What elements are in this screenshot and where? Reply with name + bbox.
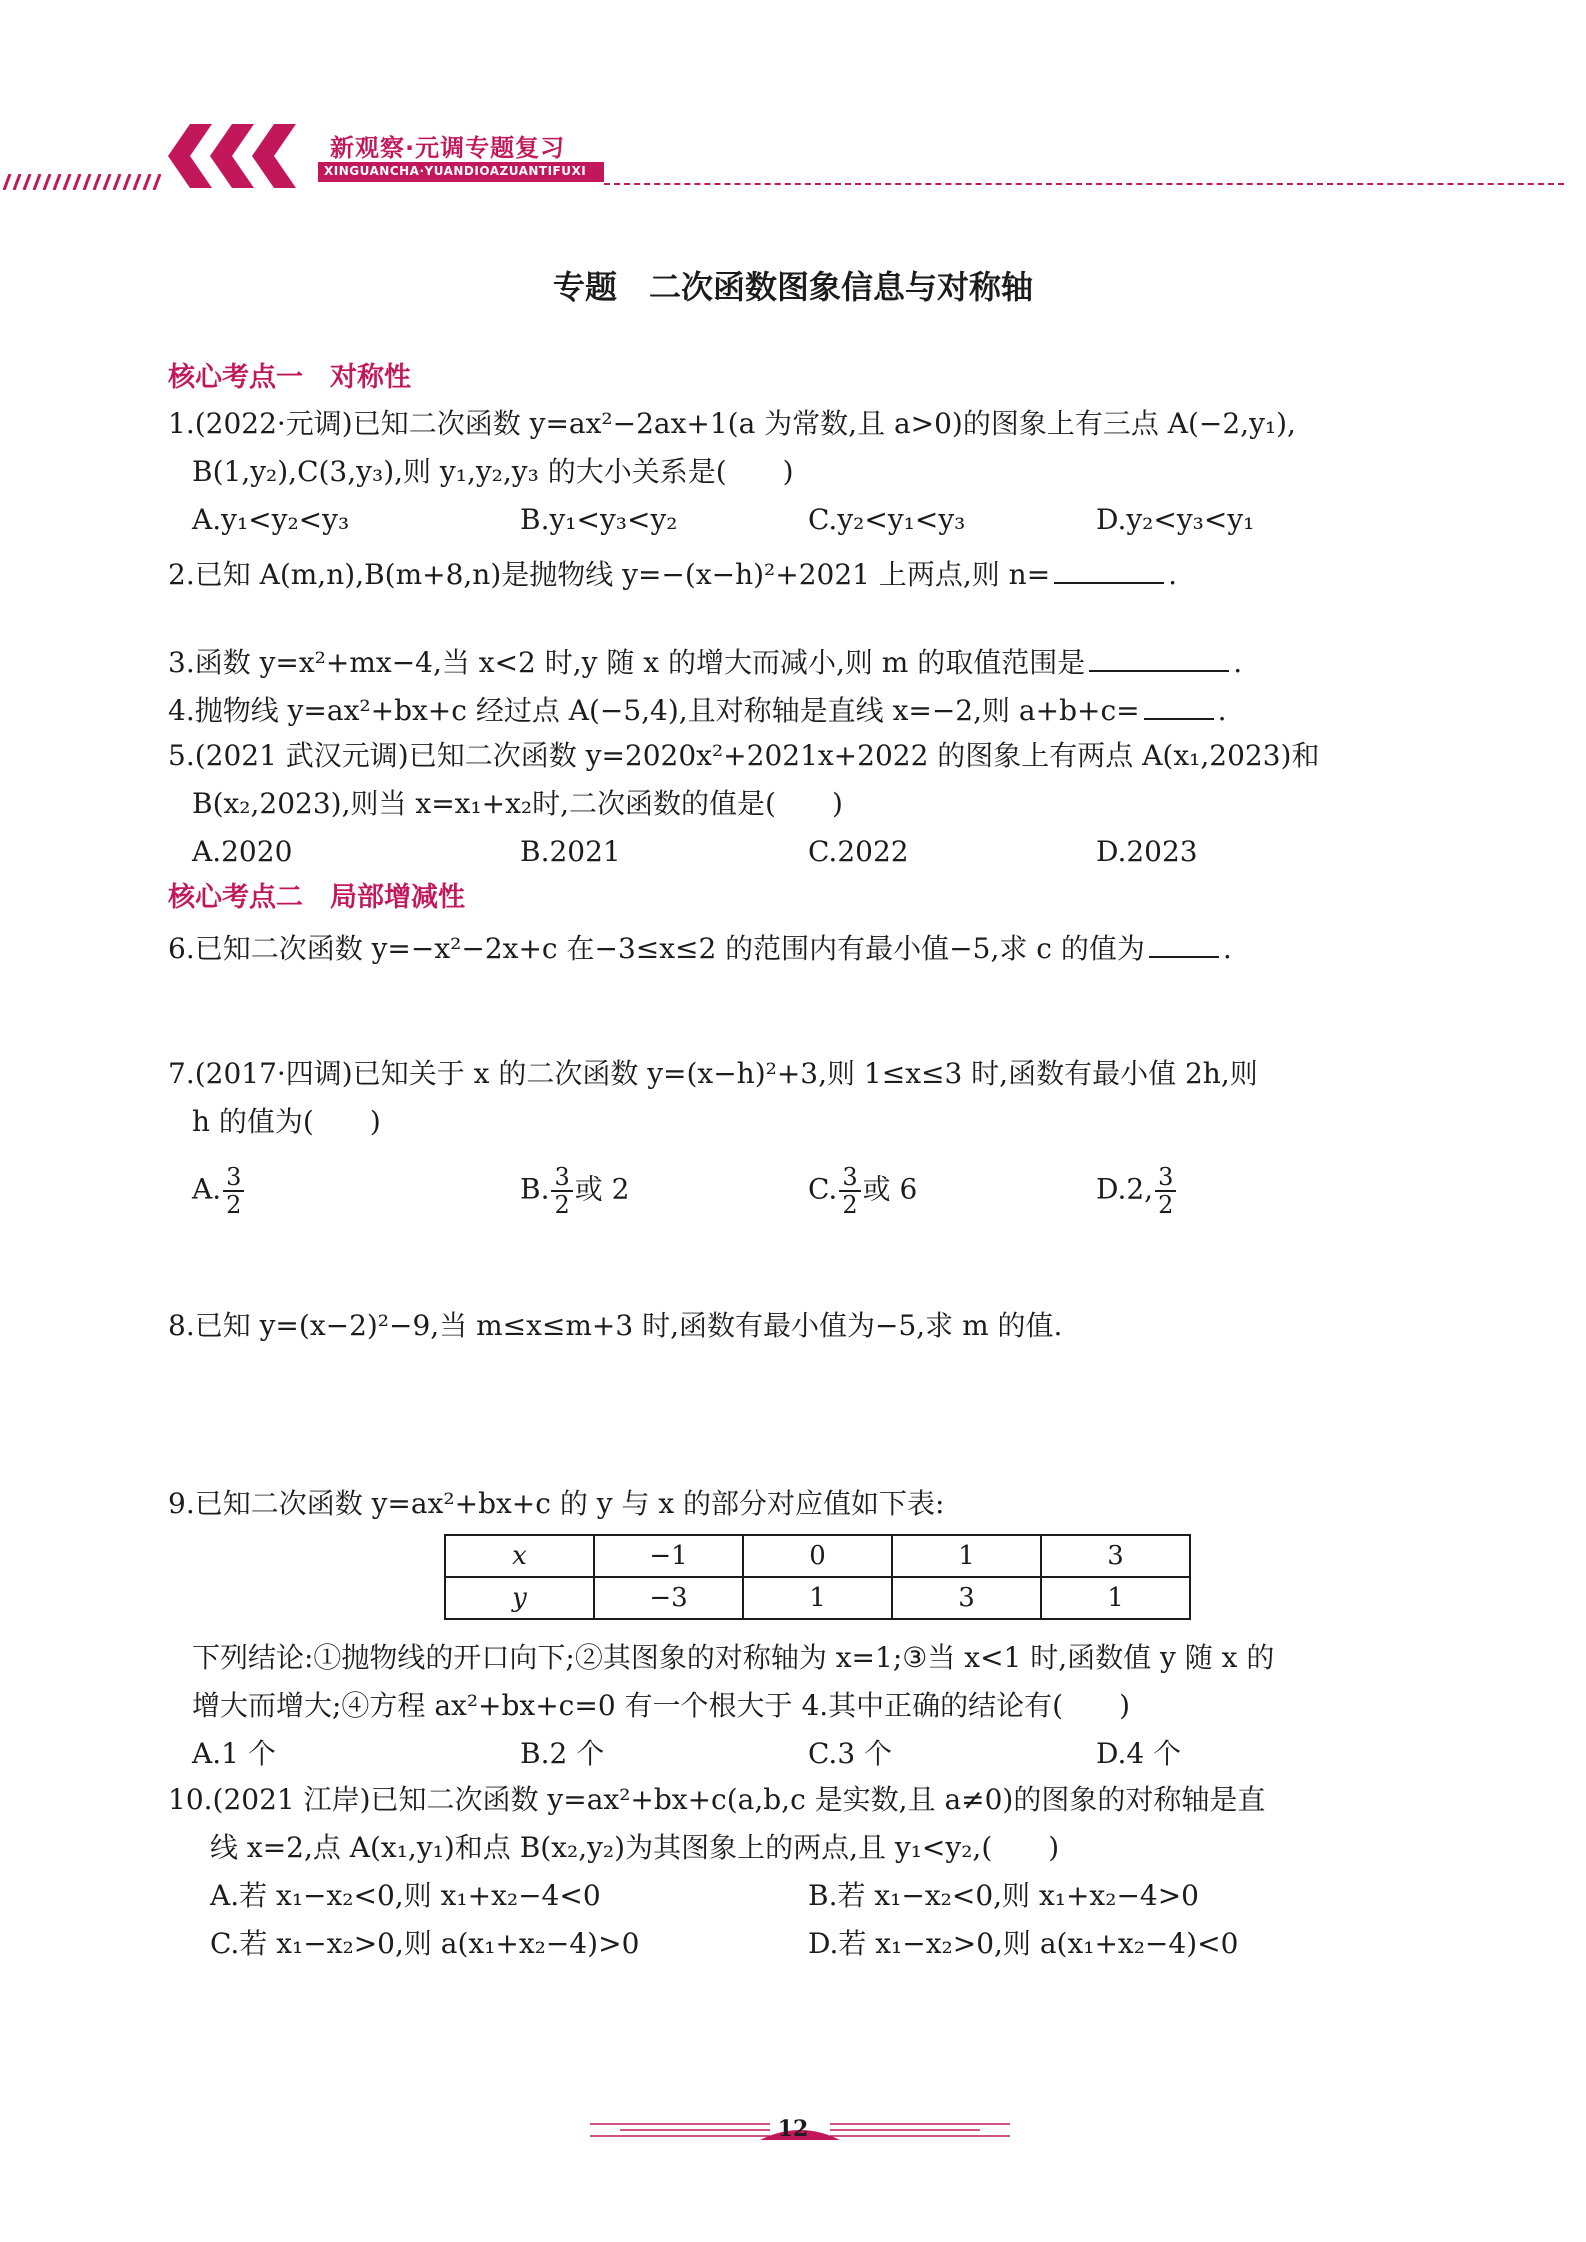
question-5-line-2: B(x₂,2023),则当 x=x₁+x₂时,二次函数的值是( ) xyxy=(192,787,843,820)
fraction xyxy=(1155,1164,1176,1218)
header-subtitle: XINGUANCHA·YUANDIOAZUANTIFUXI xyxy=(324,164,587,178)
fraction-numerator: 3 xyxy=(551,1164,572,1192)
question-1-option-b: B.y₁<y₃<y₂ xyxy=(520,503,678,536)
option-label: C. xyxy=(808,1172,838,1206)
question-9-option-b: B.2 个 xyxy=(520,1737,605,1770)
fraction-numerator: 3 xyxy=(223,1164,244,1192)
option-label: D.2, xyxy=(1096,1172,1154,1206)
question-1-option-c: C.y₂<y₁<y₃ xyxy=(808,503,966,536)
question-9-line-2: 下列结论:①抛物线的开口向下;②其图象的对称轴为 x=1;③当 x<1 时,函数值 y 随 x 的 xyxy=(192,1641,1275,1674)
fraction xyxy=(839,1164,860,1218)
answer-blank[interactable] xyxy=(1149,926,1219,958)
question-1-line-2: B(1,y₂),C(3,y₃),则 y₁,y₂,y₃ 的大小关系是( ) xyxy=(192,455,794,488)
table-cell: x xyxy=(445,1535,594,1577)
page-title: 专题 二次函数图象信息与对称轴 xyxy=(552,268,1033,306)
question-5-option-d: D.2023 xyxy=(1096,835,1198,868)
question-2-text: 2.已知 A(m,n),B(m+8,n)是抛物线 y=−(x−h)²+2021 上两点,则 n= xyxy=(168,558,1051,591)
question-5-option-a: A.2020 xyxy=(192,835,293,868)
question-8: 8.已知 y=(x−2)²−9,当 m≤x≤m+3 时,函数有最小值为−5,求 m 的值. xyxy=(168,1309,1063,1342)
question-10-option-a: A.若 x₁−x₂<0,则 x₁+x₂−4<0 xyxy=(210,1879,601,1912)
question-6-text: 6.已知二次函数 y=−x²−2x+c 在−3≤x≤2 的范围内有最小值−5,求 c 的值为 xyxy=(168,932,1145,965)
question-4-end: . xyxy=(1217,694,1227,727)
question-7-line-1: 7.(2017·四调)已知关于 x 的二次函数 y=(x−h)²+3,则 1≤x≤3 时,函数有最小值 2h,则 xyxy=(168,1057,1258,1090)
fraction-denominator: 2 xyxy=(554,1191,570,1219)
table-cell: 1 xyxy=(1041,1577,1190,1619)
question-1-line-1: 1.(2022·元调)已知二次函数 y=ax²−2ax+1(a 为常数,且 a>0)的图象上有三点 A(−2,y₁), xyxy=(168,407,1296,440)
table-cell: 3 xyxy=(892,1577,1041,1619)
fraction-numerator: 3 xyxy=(839,1164,860,1192)
question-9-option-a: A.1 个 xyxy=(192,1737,276,1770)
question-9-option-d: D.4 个 xyxy=(1096,1737,1182,1770)
fraction xyxy=(551,1164,572,1218)
section-heading-1: 核心考点一 对称性 xyxy=(168,362,411,393)
table-cell: 1 xyxy=(743,1577,892,1619)
table-cell: 0 xyxy=(743,1535,892,1577)
question-7-option-a xyxy=(192,1164,246,1218)
answer-blank[interactable] xyxy=(1144,688,1214,720)
question-10-line-1: 10.(2021 江岸)已知二次函数 y=ax²+bx+c(a,b,c 是实数,且 a≠0)的图象的对称轴是直 xyxy=(168,1783,1266,1816)
question-1-option-d: D.y₂<y₃<y₁ xyxy=(1096,503,1255,536)
question-9-option-c: C.3 个 xyxy=(808,1737,893,1770)
question-6 xyxy=(168,926,1232,969)
question-3 xyxy=(168,640,1242,683)
table-cell: −1 xyxy=(594,1535,743,1577)
question-9-line-3: 增大而增大;④方程 ax²+bx+c=0 有一个根大于 4.其中正确的结论有( ) xyxy=(192,1689,1131,1722)
question-10-option-d: D.若 x₁−x₂>0,则 a(x₁+x₂−4)<0 xyxy=(808,1927,1239,1960)
table-cell: 3 xyxy=(1041,1535,1190,1577)
header-chevron-icon xyxy=(160,124,310,188)
fraction-denominator: 2 xyxy=(842,1191,858,1219)
question-2 xyxy=(168,552,1177,595)
fraction-denominator: 2 xyxy=(226,1191,242,1219)
question-5-line-1: 5.(2021 武汉元调)已知二次函数 y=2020x²+2021x+2022 的图象上有两点 A(x₁,2023)和 xyxy=(168,739,1320,772)
question-7-option-d xyxy=(1096,1164,1178,1218)
answer-blank[interactable] xyxy=(1054,552,1164,584)
question-10-option-b: B.若 x₁−x₂<0,则 x₁+x₂−4>0 xyxy=(808,1879,1199,1912)
option-text: 或 2 xyxy=(574,1172,630,1206)
question-9-line-1: 9.已知二次函数 y=ax²+bx+c 的 y 与 x 的部分对应值如下表: xyxy=(168,1487,945,1520)
question-7-option-b xyxy=(520,1164,629,1218)
fraction xyxy=(223,1164,244,1218)
table-cell: −3 xyxy=(594,1577,743,1619)
question-7-line-2: h 的值为( ) xyxy=(192,1105,381,1138)
table-row xyxy=(445,1577,1190,1619)
question-2-end: . xyxy=(1168,558,1178,591)
question-3-text: 3.函数 y=x²+mx−4,当 x<2 时,y 随 x 的增大而减小,则 m 的取值范围是 xyxy=(168,646,1086,679)
question-10-line-2: 线 x=2,点 A(x₁,y₁)和点 B(x₂,y₂)为其图象上的两点,且 y₁<y₂,( ) xyxy=(210,1831,1060,1864)
question-6-end: . xyxy=(1222,932,1232,965)
question-1-option-a: A.y₁<y₂<y₃ xyxy=(192,503,350,536)
question-4 xyxy=(168,688,1227,731)
question-5-option-c: C.2022 xyxy=(808,835,909,868)
option-label: A. xyxy=(192,1172,222,1206)
answer-blank[interactable] xyxy=(1089,640,1229,672)
table-cell: 1 xyxy=(892,1535,1041,1577)
values-table xyxy=(444,1534,1191,1620)
option-label: B. xyxy=(520,1172,550,1206)
header-title: 新观察·元调专题复习 xyxy=(330,134,566,162)
question-10-option-c: C.若 x₁−x₂>0,则 a(x₁+x₂−4)>0 xyxy=(210,1927,640,1960)
question-7-option-c xyxy=(808,1164,917,1218)
question-5-option-b: B.2021 xyxy=(520,835,621,868)
header-hatch-decoration xyxy=(0,174,170,190)
section-heading-2: 核心考点二 局部增减性 xyxy=(168,882,465,913)
fraction-numerator: 3 xyxy=(1155,1164,1176,1192)
fraction-denominator: 2 xyxy=(1158,1191,1174,1219)
question-3-end: . xyxy=(1233,646,1243,679)
header-divider xyxy=(604,183,1564,185)
page-number: 12 xyxy=(777,2116,809,2142)
option-text: 或 6 xyxy=(862,1172,918,1206)
table-row xyxy=(445,1535,1190,1577)
table-cell: y xyxy=(445,1577,594,1619)
question-4-text: 4.抛物线 y=ax²+bx+c 经过点 A(−5,4),且对称轴是直线 x=−2,则 a+b+c= xyxy=(168,694,1140,727)
